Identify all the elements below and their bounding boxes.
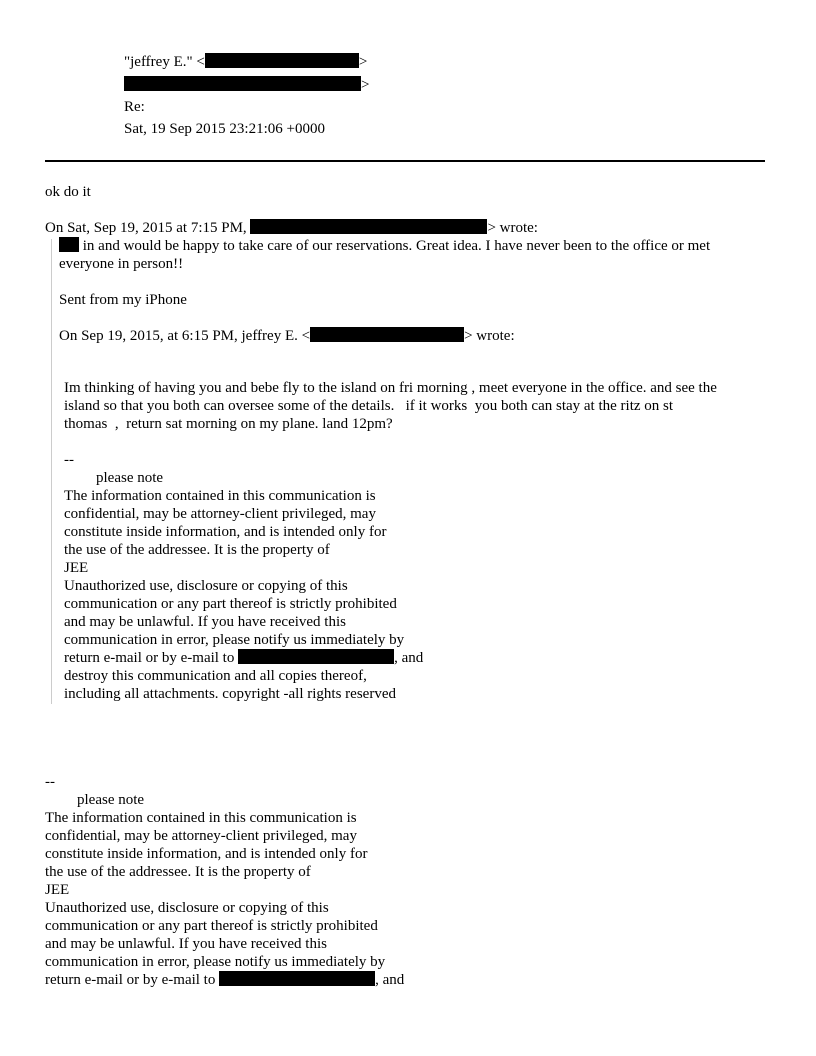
disclaimer-line: including all attachments. copyright -all rights reserved [64,686,396,702]
disclaimer-line: and may be unlawful. If you have received this [45,936,327,952]
header-divider [45,160,765,162]
disclaimer-text: return e-mail or by e-mail to [64,650,235,666]
disclaimer-line: Unauthorized use, disclosure or copying of this [45,900,329,916]
disclaimer-line: confidential, may be attorney-client privileged, may [45,828,357,844]
disclaimer-line: The information contained in this communication is [64,488,376,504]
attribution-start: On Sat, Sep 19, 2015 at 7:15 PM, [45,220,247,236]
disclaimer-email-line [45,971,404,989]
disclaimer-line: the use of the addressee. It is the property of [45,864,311,880]
to-value [124,76,369,94]
quote2-line: thomas , return sat morning on my plane. land 12pm? [64,416,393,432]
attribution-end: > wrote: [464,328,515,344]
disclaimer-dashes: -- [64,452,74,468]
disclaimer-line: communication or any part thereof is strictly prohibited [64,596,397,612]
disclaimer-line: JEE [45,882,70,898]
redaction-bar [59,237,79,252]
disclaimer-line: confidential, may be attorney-client privileged, may [64,506,376,522]
quote-bar [51,239,52,704]
disclaimer-line: constitute inside information, and is intended only for [45,846,368,862]
disclaimer-note: please note [77,792,145,808]
quote2-line: island so that you both can oversee some of the details. if it works you both can stay at the ritz on st [64,398,674,414]
disclaimer-text: , and [375,972,405,988]
quote1-text: in and would be happy to take care of our reservations. Great idea. I have never been to the office or met [79,238,711,254]
disclaimer-line: the use of the addressee. It is the property of [64,542,330,558]
disclaimer-text: , and [394,650,424,666]
header-date-row [0,120,500,138]
header-subject-row [0,98,500,116]
quote2-line: Im thinking of having you and bebe fly to the island on fri morning , meet everyone in the office. and see the [64,380,717,396]
date-value: Sat, 19 Sep 2015 23:21:06 +0000 [124,121,325,137]
from-close: > [358,54,368,70]
disclaimer-note: please note [96,470,164,486]
attribution-end: > wrote: [487,220,538,236]
redaction-bar [250,219,487,234]
reply-attribution [45,219,538,237]
quote1-line1 [59,237,710,255]
disclaimer-email-line [64,649,423,667]
disclaimer-line: JEE [64,560,89,576]
disclaimer-line: destroy this communication and all copies thereof, [64,668,367,684]
disclaimer-line: Unauthorized use, disclosure or copying of this [64,578,348,594]
header-from-row [0,53,500,71]
redaction-bar [205,53,359,68]
reply-text: ok do it [45,184,91,200]
disclaimer-text: return e-mail or by e-mail to [45,972,216,988]
disclaimer-line: communication in error, please notify us immediately by [45,954,386,970]
disclaimer-line: and may be unlawful. If you have received this [64,614,346,630]
from-name: "jeffrey E." < [124,54,205,70]
disclaimer-dashes: -- [45,774,55,790]
header-to-row [0,76,500,94]
from-value [124,53,367,71]
disclaimer-line: constitute inside information, and is intended only for [64,524,387,540]
quote1-signature: Sent from my iPhone [59,292,187,308]
redaction-bar [310,327,464,342]
quote1-line2: everyone in person!! [59,256,184,272]
subject-value: Re: [124,99,145,115]
to-close: > [361,77,370,93]
attribution-start: On Sep 19, 2015, at 6:15 PM, jeffrey E. < [59,328,311,344]
disclaimer-line: communication in error, please notify us immediately by [64,632,405,648]
disclaimer-line: communication or any part thereof is strictly prohibited [45,918,378,934]
redaction-bar [238,649,394,664]
redaction-bar [219,971,375,986]
disclaimer-line: The information contained in this communication is [45,810,357,826]
quote1-attribution [59,327,515,345]
redaction-bar [124,76,361,91]
